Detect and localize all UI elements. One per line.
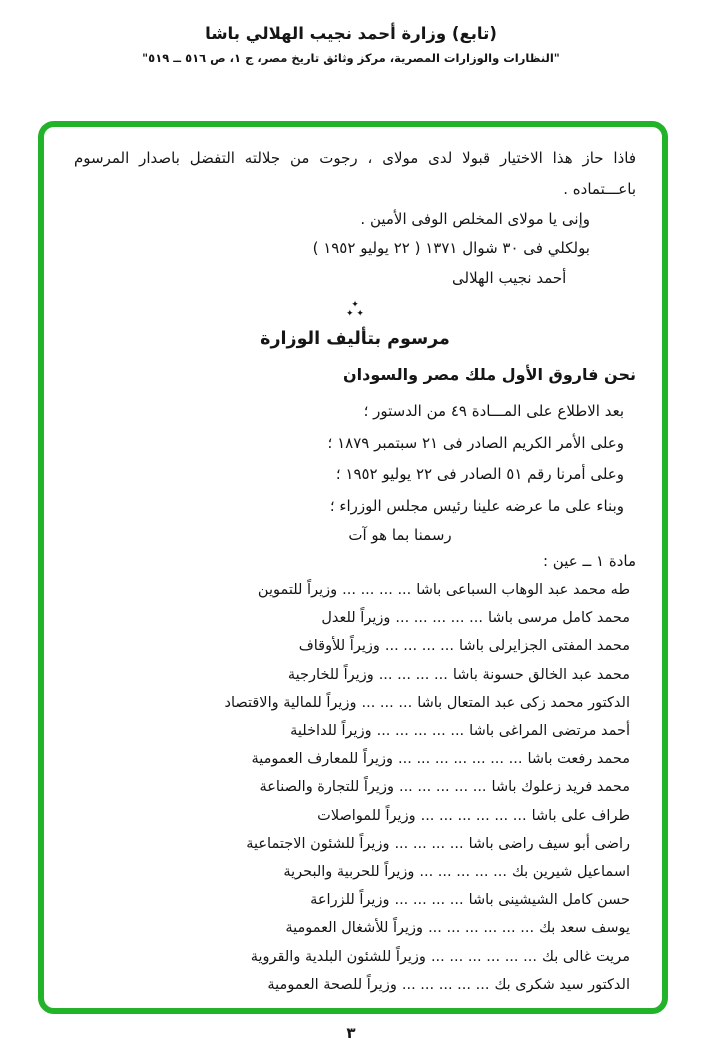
leader-dots: ... ... ... ... ... (419, 864, 507, 881)
minister-name: محمد عبد الخالق حسونة باشا (452, 666, 630, 683)
intro-paragraph-line1: فاذا حاز هذا الاختيار قبولا لدى مولاى ، رجوت من جلالته التفضل باصدار المرسوم (74, 149, 636, 167)
minister-name: اسماعيل شيرين بك (511, 864, 630, 881)
leader-dots: ... ... ... ... (342, 582, 412, 598)
minister-name: أحمد مرتضى المراغى باشا (469, 723, 630, 740)
closing-line: وإنى يا مولاى المخلص الوفى الأمين . (360, 210, 590, 228)
leader-dots: ... ... ... ... ... (395, 610, 483, 627)
leader-dots: ... ... ... ... ... (398, 779, 487, 796)
minister-row (74, 632, 636, 660)
minister-row (74, 914, 636, 942)
preamble-line: وعلى الأمر الكريم الصادر فى ٢١ سبتمبر ١٨٧٩ ؛ (327, 433, 624, 452)
leader-dots: ... ... ... ... (378, 666, 448, 683)
leader-dots: ... ... ... ... ... ... (420, 807, 527, 824)
minister-portfolio: وزيراً للزراعة (310, 892, 390, 909)
article-1-heading: مادة ١ ــ عين : (542, 552, 636, 570)
leader-dots: ... ... ... ... ... (376, 723, 465, 740)
date-line: بولكلي فى ٣٠ شوال ١٣٧١ ( ٢٢ يوليو ١٩٥٢ ) (312, 239, 590, 257)
minister-portfolio: وزيراً للصحة العمومية (267, 976, 397, 993)
minister-row (74, 661, 636, 689)
leader-dots: ... ... ... ... ... (401, 976, 490, 993)
decree-title: مرسوم بتأليف الوزارة (260, 329, 450, 349)
minister-row (74, 604, 636, 632)
decree-clause: رسمنا بما هو آت (348, 526, 452, 544)
minister-name: مريت غالى بك (541, 948, 630, 965)
minister-row (74, 858, 636, 886)
minister-name: راضى أبو سيف راضى باشا (468, 835, 630, 852)
minister-portfolio: وزيراً للتجارة والصناعة (259, 779, 394, 796)
preamble-line: بعد الاطلاع على المـــادة ٤٩ من الدستور ؛ (363, 402, 624, 420)
document-page (0, 24, 702, 1060)
intro-paragraph-line2: باعـــتماده . (563, 180, 636, 198)
minister-portfolio: وزيراً للتموين (257, 582, 338, 598)
preamble-line: وبناء على ما عرضه علينا رئيس مجلس الوزراء ؛ (329, 496, 624, 515)
page-number: ٣ (346, 1024, 356, 1042)
minister-row (74, 886, 636, 914)
preamble (74, 396, 636, 522)
leader-dots: ... ... ... (361, 694, 413, 711)
leader-dots: ... ... ... ... (384, 638, 455, 655)
minister-name: حسن كامل الشيشينى باشا (468, 892, 630, 909)
ministers-list (74, 576, 636, 999)
minister-name: محمد رفعت باشا (527, 751, 630, 768)
leader-dots: ... ... ... ... ... ... (430, 948, 537, 965)
header-title: (تابع) وزارة أحمد نجيب الهلالي باشا (205, 24, 497, 43)
leader-dots: ... ... ... ... ... ... ... (398, 751, 523, 768)
minister-portfolio: وزيراً للعدل (321, 610, 391, 627)
minister-portfolio: وزيراً للشئون الاجتماعية (246, 835, 390, 852)
minister-portfolio: وزيراً للأوقاف (298, 638, 380, 655)
ornament-icon (74, 301, 636, 319)
minister-row (74, 576, 636, 604)
minister-name: طراف على باشا (531, 807, 630, 824)
minister-row (74, 773, 636, 801)
minister-portfolio: وزيراً للمالية والاقتصاد (224, 694, 357, 711)
minister-row (74, 689, 636, 717)
minister-row (74, 717, 636, 745)
minister-name: محمد المفتى الجزايرلى باشا (459, 638, 630, 655)
minister-row (74, 830, 636, 858)
ornament-bottom: ✦ ✦ (346, 309, 364, 319)
minister-name: الدكتور سيد شكرى بك (494, 976, 630, 993)
minister-portfolio: وزيراً للشئون البلدية والقروية (250, 948, 426, 965)
preamble-line: وعلى أمرنا رقم ٥١ الصادر فى ٢٢ يوليو ١٩٥٢ ؛ (335, 465, 624, 483)
minister-name: طه محمد عبد الوهاب السباعى باشا (416, 582, 630, 598)
leader-dots: ... ... ... ... ... ... (428, 920, 535, 937)
minister-portfolio: وزيراً للحربية والبحرية (283, 864, 415, 881)
minister-row (74, 971, 636, 999)
page-header (0, 24, 702, 65)
minister-portfolio: وزيراً للمعارف العمومية (251, 751, 394, 768)
leader-dots: ... ... ... ... (394, 892, 464, 909)
minister-row (74, 802, 636, 830)
green-border-frame (38, 121, 668, 1014)
minister-name: محمد كامل مرسى باشا (487, 610, 630, 627)
minister-portfolio: وزيراً للداخلية (290, 723, 372, 740)
header-subtitle: "النظارات والوزارات المصرية، مركز وثائق تاريخ مصر، ج ١، ص ٥١٦ ــ ٥١٩" (142, 51, 560, 65)
minister-name: يوسف سعد بك (539, 920, 630, 937)
minister-name: الدكتور محمد زكى عبد المتعال باشا (417, 694, 630, 711)
royal-proclamation-line: نحن فاروق الأول ملك مصر والسودان (342, 365, 636, 384)
minister-name: محمد فريد زعلوك باشا (491, 779, 630, 796)
minister-portfolio: وزيراً للمواصلات (317, 807, 416, 824)
leader-dots: ... ... ... ... (394, 835, 464, 852)
ornament-top: ✦ (351, 300, 359, 310)
minister-row (74, 943, 636, 971)
minister-portfolio: وزيراً للخارجية (287, 666, 374, 683)
minister-row (74, 745, 636, 773)
minister-portfolio: وزيراً للأشغال العمومية (285, 920, 424, 937)
signature: أحمد نجيب الهلالى (452, 269, 567, 287)
